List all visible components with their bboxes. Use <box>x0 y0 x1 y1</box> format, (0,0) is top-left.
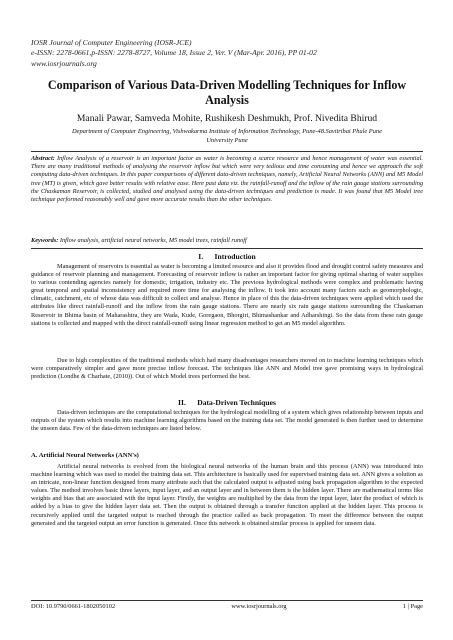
footer-page-number: 1 | Page <box>402 603 423 610</box>
journal-name: IOSR Journal of Computer Engineering (IOSR-JCE) <box>31 38 192 47</box>
ann-paragraph: Artificial neural networks is evolved from the biological neural networks of the human brain and this process (ANN) was introduced into machine learning which was used to model the training data set. This architecture is basically used for supervised training data set. ANN gives a solution as an intricate, non-linear function designed from many attribute such that the calculated output is adjusted using back propagation algorithm to the expected values. The method involves basic three layers, input layer, and an output layer and in between them is the hidden layer. There are mathematical terms like weights and bias that are associated with the input layer. Firstly, the weights are multiplied by the data from the input layer, later the product of which is added by a bias to give the hidden layer data set. Then the output is obtained through a transfer function applied at the hidden layer. This process is recursively applied until the targeted output is reached through the practice called as back propagation. To meet the difference between the output generated and the targeted output an error function is generated. Once this network is obtained similar process is applied for unseen data. <box>31 463 423 527</box>
abstract <box>31 155 423 204</box>
subsection-heading-ann: A. Artificial Neural Networks (ANN's) <box>31 452 139 459</box>
abstract-label: Abstract: <box>31 155 55 162</box>
data-driven-paragraph: Data-driven techniques are the computational techniques for the hydrological modelling of a system which gives relationship between inputs and outputs of the system which results into machine learning algorithms based on the training data set. The model generated is then further used to determine the unseen data. Few of the data-driven techniques are listed below. <box>31 409 423 433</box>
intro-paragraph-2: Due to high complexities of the traditional methods which had many disadvantages researchers moved on to machine learning techniques which were comparatively simpler and gave more precise inflow forecast. The techniques like ANN and Model tree gave promising ways in hydrological prediction (Londhe & Charhate, (2010)). Out of which Model trees performed the best. <box>31 357 423 381</box>
journal-issn: e-ISSN: 2278-0661,p-ISSN: 2278-8727, Volume 18, Issue 2, Ver. V (Mar-Apr. 2016), PP 01-02 <box>31 48 317 58</box>
section-heading-data-driven: II. Data-Driven Techniques <box>178 398 276 407</box>
keywords-text: Inflow analysis, artificial neural networks, M5 model trees, rainfall runoff <box>59 237 247 244</box>
abstract-top-rule <box>31 151 423 152</box>
abstract-bottom-rule <box>31 248 423 249</box>
keywords <box>31 237 423 245</box>
journal-header <box>31 38 331 69</box>
keywords-label: Keywords: <box>31 237 59 244</box>
footer-rule <box>31 600 423 601</box>
page-footer <box>31 603 423 610</box>
abstract-text: Inflow Analysis of a reservoir is an important factor as water is becoming a scarce resource and hence management of water was essential. There are many traditional methods of analysing the reservoir inflow but which were very tedious and time consuming and hence we approach the soft computing data-driven techniques. In this paper comparisons of different data-driven techniques, namely, Artificial Neural Networks (ANN) and M5 Model tree (MT) is given, which gave better results with relative ease. Here past data viz. the rainfall-runoff and the inflow of the rain gauge stations surrounding the Chaskaman Reservoir, is collected, studied and analysed using the data-driven techniques and prediction is made. It was found that M5 Model tree technique performed reasonably well and gave more accurate results than the other techniques. <box>31 155 424 204</box>
affiliation: Department of Computer Engineering, Vishwakarma Institute of Information Technology, Pune-48.Savitribai Phule Pune University Pune <box>72 128 382 144</box>
footer-site: www.iosrjournals.org <box>231 603 287 610</box>
journal-url: www.iosrjournals.org <box>31 58 97 68</box>
intro-paragraph-1: Management of reservoirs is essential as water is becoming a limited resource and also it provides flood and drought control safety measures and guidance of reservoir planning and management. Forecasting of reservoir inflow is rather an important factor for giving optimal sharing of water supplies to various contending agencies namely for domestic, irrigation, industry etc. The previous hydrological methods were complex and problematic having great temporal and spatial inconsistency and required more time for analysing the inflow. It took into account many factors such as geomorphologic, climatic, catchment, etc of whose data was difficult to collect and analyse. Hence in place of this the data-driven techniques were applied which used the attributes like direct rainfall-runoff and the inflow from the rain gauge stations. There are nearly six rain gauge stations surrounding the Chaskaman Reservoir in Bhima basin of Maharashtra, they are Wada, Kude, Goregaon, Bhorgiri, Bhimashankar and Adharshingi. So the data from these rain gauge stations is collected and mapped with the direct rainfall-runoff using linear regression method to get an M5 model algorithm. <box>31 263 423 327</box>
author-list: Manali Pawar, Samveda Mohite, Rushikesh Deshmukh, Prof. Nivedita Bhirud <box>76 113 378 124</box>
section-heading-introduction: I. Introduction <box>198 252 256 261</box>
paper-title: Comparison of Various Data-Driven Modelling Techniques for Inflow Analysis <box>47 78 407 107</box>
footer-doi: DOI: 10.9790/0661-1802050102 <box>31 603 116 610</box>
